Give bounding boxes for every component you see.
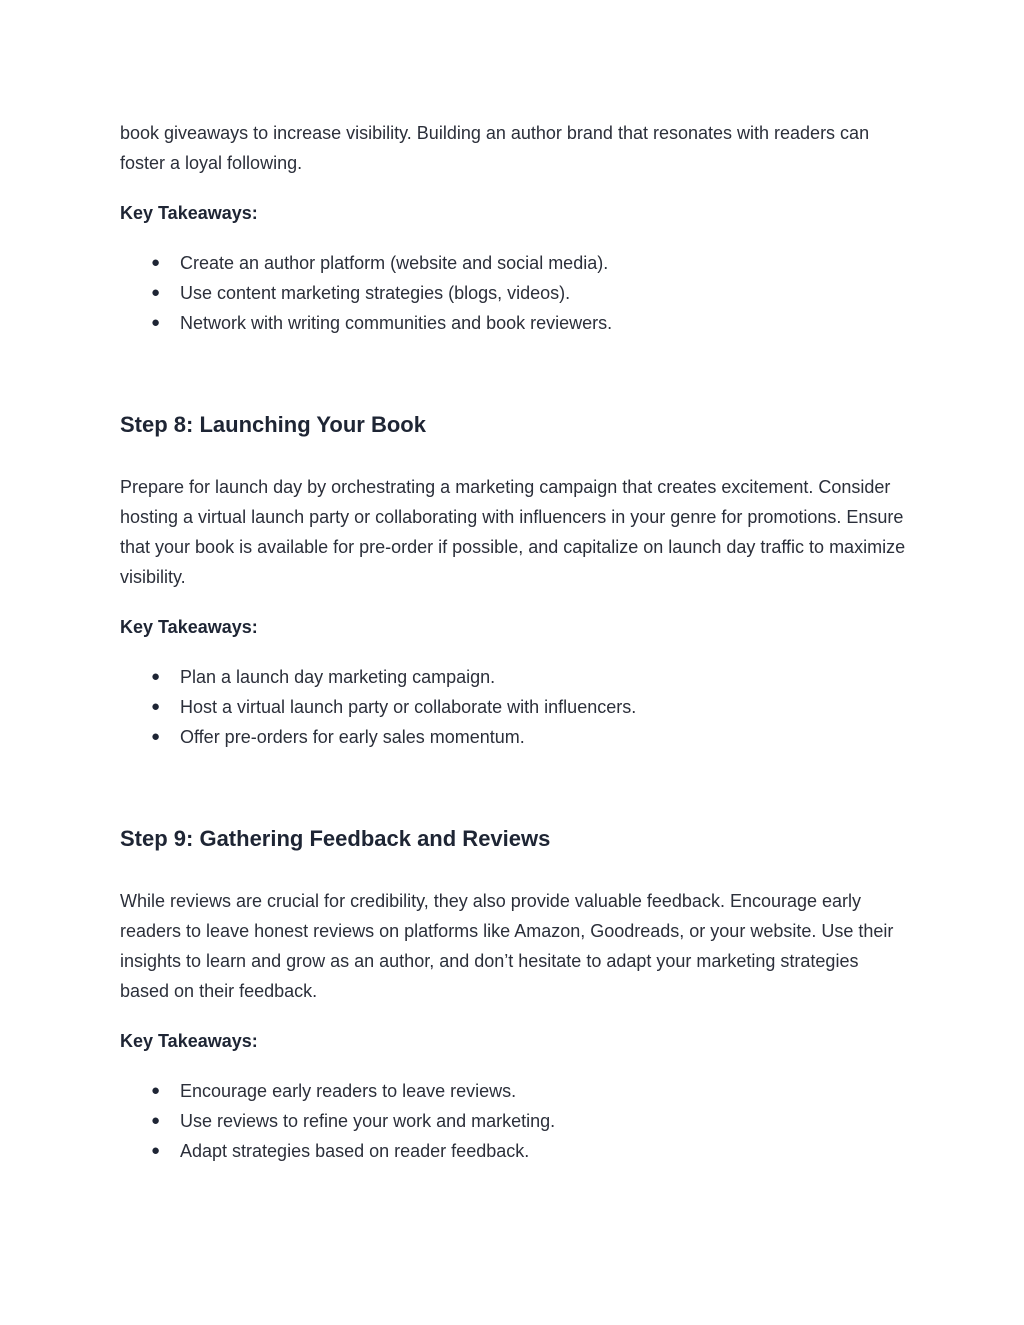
list-item-text: Adapt strategies based on reader feedback. xyxy=(180,1141,530,1161)
key-takeaways-list xyxy=(120,1076,910,1166)
key-takeaways-label: Key Takeaways: xyxy=(120,617,258,637)
key-takeaways-list xyxy=(120,248,910,338)
document-page xyxy=(120,118,910,1166)
step-9-paragraph: While reviews are crucial for credibility, they also provide valuable feedback. Encourage early readers to leave honest reviews on platforms like Amazon, Goodreads, or your website. Use their insights to learn and grow as an author, and don’t hesitate to adapt your marketing strategies based on their feedback. xyxy=(120,891,894,1001)
list-item xyxy=(120,722,910,752)
list-item-text: Offer pre-orders for early sales momentum. xyxy=(180,727,525,747)
list-item-text: Use reviews to refine your work and marketing. xyxy=(180,1111,556,1131)
list-item-text: Plan a launch day marketing campaign. xyxy=(180,667,496,687)
list-item-text: Create an author platform (website and social media). xyxy=(180,253,609,273)
bullet-icon: ● xyxy=(151,698,161,715)
bullet-icon: ● xyxy=(151,1142,161,1159)
bullet-icon: ● xyxy=(151,254,161,271)
list-item xyxy=(120,248,910,278)
step-8-paragraph: Prepare for launch day by orchestrating a marketing campaign that creates excitement. Consider hosting a virtual launch party or collaborating with influencers in your genre for promotions. Ensure that your book is available for pre-order if possible, and capitalize on launch day traffic to maximize visibility. xyxy=(120,477,906,587)
list-item xyxy=(120,692,910,722)
bullet-icon: ● xyxy=(151,668,161,685)
list-item xyxy=(120,1136,910,1166)
list-item xyxy=(120,1076,910,1106)
bullet-icon: ● xyxy=(151,284,161,301)
list-item xyxy=(120,662,910,692)
key-takeaways-label: Key Takeaways: xyxy=(120,1031,258,1051)
intro-paragraph: book giveaways to increase visibility. Building an author brand that resonates with readers can foster a loyal following. xyxy=(120,123,870,173)
list-item-text: Use content marketing strategies (blogs, videos). xyxy=(180,283,571,303)
list-item-text: Encourage early readers to leave reviews. xyxy=(180,1081,517,1101)
list-item-text: Host a virtual launch party or collaborate with influencers. xyxy=(180,697,637,717)
list-item xyxy=(120,308,910,338)
list-item xyxy=(120,1106,910,1136)
section-heading-step-8: Step 8: Launching Your Book xyxy=(120,412,426,437)
bullet-icon: ● xyxy=(151,1112,161,1129)
bullet-icon: ● xyxy=(151,1082,161,1099)
key-takeaways-list xyxy=(120,662,910,752)
list-item xyxy=(120,278,910,308)
list-item-text: Network with writing communities and book reviewers. xyxy=(180,313,613,333)
bullet-icon: ● xyxy=(151,728,161,745)
bullet-icon: ● xyxy=(151,314,161,331)
section-heading-step-9: Step 9: Gathering Feedback and Reviews xyxy=(120,826,551,851)
key-takeaways-label: Key Takeaways: xyxy=(120,203,258,223)
